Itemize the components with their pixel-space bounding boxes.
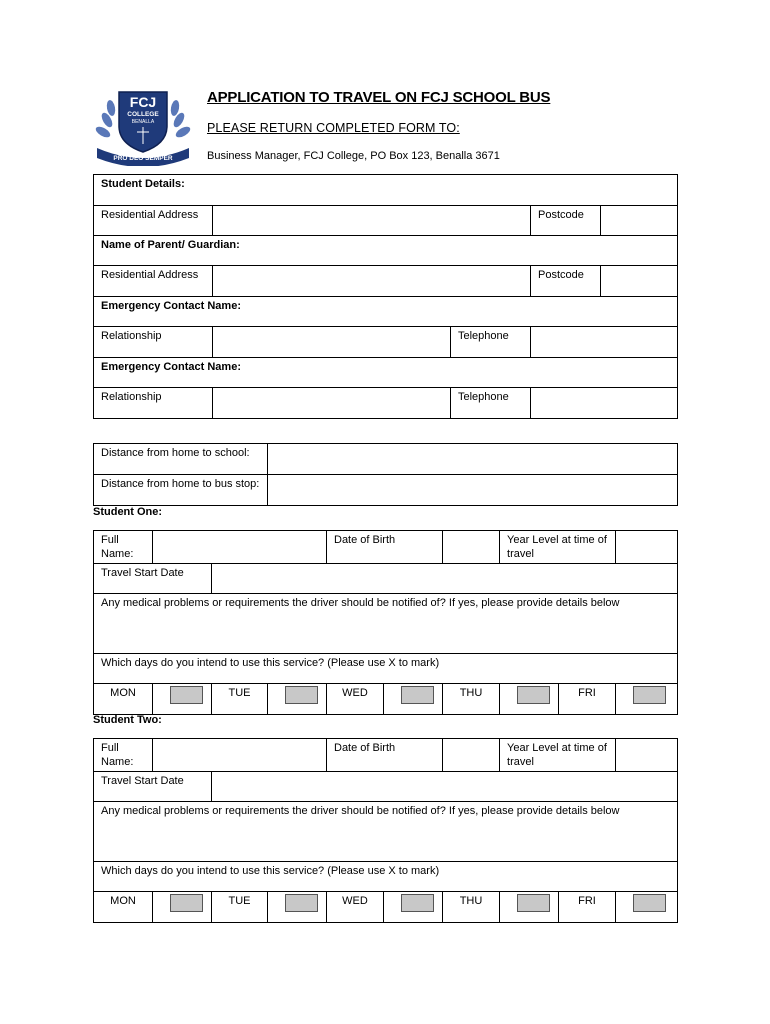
postcode-label: Postcode — [531, 206, 601, 236]
day-wed-label: WED — [327, 684, 384, 715]
form-title: APPLICATION TO TRAVEL ON FCJ SCHOOL BUS — [207, 89, 551, 106]
student-residential-address-field[interactable] — [213, 206, 531, 236]
form-subtitle: PLEASE RETURN COMPLETED FORM TO: — [207, 121, 460, 135]
logo-text-benalla: BENALLA — [131, 119, 155, 125]
parent-postcode-field[interactable] — [601, 266, 678, 297]
telephone-label: Telephone — [451, 327, 531, 358]
parent-residential-address-field[interactable] — [213, 266, 531, 297]
logo-text-college: COLLEGE — [127, 111, 159, 118]
emergency-contact-label: Emergency Contact Name: — [94, 297, 678, 327]
full-name-field[interactable] — [153, 531, 327, 564]
day-tue-checkbox[interactable] — [268, 892, 327, 923]
day-mon-label: MON — [94, 892, 153, 923]
student-one-heading: Student One: — [93, 506, 163, 518]
year-level-label: Year Level at time of travel — [500, 739, 616, 772]
distance-bus-stop-field[interactable] — [268, 475, 678, 506]
student-postcode-field[interactable] — [601, 206, 678, 236]
parent-name-label: Name of Parent/ Guardian: — [94, 236, 678, 266]
year-level-field[interactable] — [616, 531, 678, 564]
day-mon-checkbox[interactable] — [153, 892, 212, 923]
residential-address-label: Residential Address — [94, 206, 213, 236]
fcj-college-logo — [93, 86, 193, 166]
dob-label: Date of Birth — [327, 739, 443, 772]
day-thu-checkbox[interactable] — [500, 684, 559, 715]
return-address: Business Manager, FCJ College, PO Box 123, Benalla 3671 — [207, 150, 500, 162]
day-tue-checkbox[interactable] — [268, 684, 327, 715]
travel-start-label: Travel Start Date — [94, 564, 212, 594]
dob-label: Date of Birth — [327, 531, 443, 564]
day-fri-checkbox[interactable] — [616, 892, 678, 923]
full-name-label: Full Name: — [94, 531, 153, 564]
day-thu-label: THU — [443, 892, 500, 923]
relationship-label: Relationship — [94, 388, 213, 419]
medical-question[interactable]: Any medical problems or requirements the driver should be notified of? If yes, please provide details below — [94, 802, 678, 862]
telephone-label: Telephone — [451, 388, 531, 419]
full-name-field[interactable] — [153, 739, 327, 772]
travel-start-field[interactable] — [212, 772, 678, 802]
days-question: Which days do you intend to use this service? (Please use X to mark) — [94, 654, 678, 684]
year-level-label: Year Level at time of travel — [500, 531, 616, 564]
day-fri-label: FRI — [559, 892, 616, 923]
logo-motto: PRO DEO SEMPER — [113, 155, 173, 162]
relationship-field[interactable] — [213, 388, 451, 419]
distance-bus-stop-label: Distance from home to bus stop: — [94, 475, 268, 506]
day-wed-label: WED — [327, 892, 384, 923]
distance-table — [93, 443, 678, 506]
student-two-table — [93, 738, 678, 923]
student-one-table — [93, 530, 678, 715]
dob-field[interactable] — [443, 531, 500, 564]
day-mon-label: MON — [94, 684, 153, 715]
relationship-label: Relationship — [94, 327, 213, 358]
postcode-label: Postcode — [531, 266, 601, 297]
details-table — [93, 174, 678, 419]
day-mon-checkbox[interactable] — [153, 684, 212, 715]
day-thu-checkbox[interactable] — [500, 892, 559, 923]
day-thu-label: THU — [443, 684, 500, 715]
days-question: Which days do you intend to use this service? (Please use X to mark) — [94, 862, 678, 892]
residential-address-label: Residential Address — [94, 266, 213, 297]
year-level-field[interactable] — [616, 739, 678, 772]
medical-question[interactable]: Any medical problems or requirements the driver should be notified of? If yes, please provide details below — [94, 594, 678, 654]
student-details-label: Student Details: — [94, 175, 678, 206]
relationship-field[interactable] — [213, 327, 451, 358]
distance-school-label: Distance from home to school: — [94, 444, 268, 475]
day-fri-checkbox[interactable] — [616, 684, 678, 715]
logo-text-fcj: FCJ — [129, 94, 157, 110]
dob-field[interactable] — [443, 739, 500, 772]
student-two-heading: Student Two: — [93, 714, 162, 726]
travel-start-field[interactable] — [212, 564, 678, 594]
day-wed-checkbox[interactable] — [384, 684, 443, 715]
full-name-label: Full Name: — [94, 739, 153, 772]
travel-start-label: Travel Start Date — [94, 772, 212, 802]
distance-school-field[interactable] — [268, 444, 678, 475]
telephone-field[interactable] — [531, 327, 678, 358]
day-fri-label: FRI — [559, 684, 616, 715]
emergency-contact-label: Emergency Contact Name: — [94, 358, 678, 388]
day-tue-label: TUE — [212, 684, 268, 715]
day-wed-checkbox[interactable] — [384, 892, 443, 923]
day-tue-label: TUE — [212, 892, 268, 923]
telephone-field[interactable] — [531, 388, 678, 419]
